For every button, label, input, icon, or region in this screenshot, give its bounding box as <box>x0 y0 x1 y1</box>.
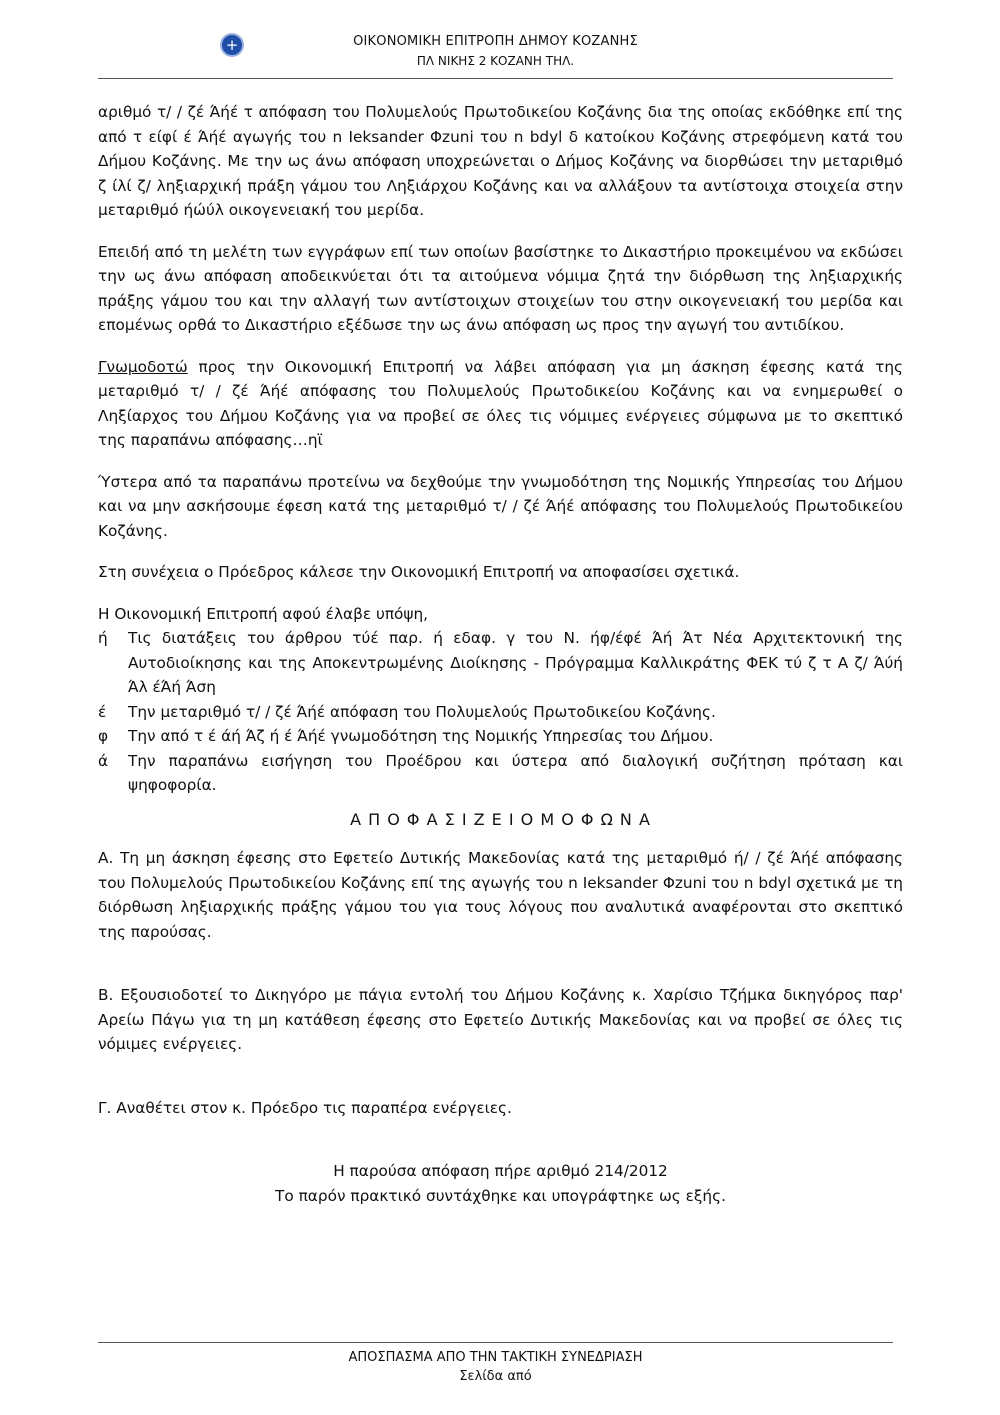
header-address: ΠΛ ΝΙΚΗΣ 2 ΚΟΖΑΝΗ ΤΗΛ. <box>416 54 575 68</box>
decision-item: Β. Εξουσιοδοτεί το Δικηγόρο με πάγια εντολή του Δήμου Κοζάνης κ. Χαρίσιο Τζήμκα δικηγόρος παρ' Αρείω Πάγω για τη μη κατάθεση έφεσης στο Εφετείο Δυτικής Μακεδονίας και να προβεί σε όλες τις νόμιμες ενέργειες. <box>98 986 903 1053</box>
list-marker: φ <box>98 727 109 745</box>
opinion-paragraph <box>98 355 903 453</box>
list-item-text: Την παραπάνω εισήγηση του Προέδρου και ύστερα από διαλογική συζήτηση πρόταση και ψηφοφορία. <box>128 751 903 794</box>
header-divider <box>98 78 893 79</box>
opinion-label: Γνωμοδοτώ <box>98 357 188 376</box>
closing-number: Η παρούσα απόφαση πήρε αριθμό 214/2012 <box>333 1162 668 1180</box>
list-item <box>98 700 903 725</box>
decision-title: Α Π Ο Φ Α Σ Ι Ζ Ε Ι Ο Μ Ο Φ Ω Ν Α <box>350 809 651 829</box>
paragraph: Επειδή από τη μελέτη των εγγράφων επί των οποίων βασίστηκε το Δικαστήριο προκειμένου να εκδώσει την ως άνω απόφαση αποδεικνύεται ότι τα αιτούμενα νόμιμα ζητά την διόρθωση της ληξιαρχικής πράξης γάμου του και την αλλαγή των αντίστοιχων στοιχείων του στην οικογενειακή του μερίδα και επομένως ορθά το Δικαστήριο εξέδωσε την ως άνω απόφαση ως προς την αγωγή του αντιδίκου. <box>98 242 903 334</box>
decision-item: Α. Τη μη άσκηση έφεσης στο Εφετείο Δυτικής Μακεδονίας κατά της μεταριθμό ή/ / ζέ Άήέ απόφασης του Πολυμελούς Πρωτοδικείου Κοζάνης επί της αγωγής του n Ieksander Φzuni του n bdyl σχετικά με τη διόρθωση ληξιαρχικής πράξης γάμου του για τους λόγους που αναλυτικά αναφέρονται στο σκεπτικό της παρούσας. <box>98 849 903 941</box>
page-number: Σελίδα από <box>459 1369 532 1384</box>
list-marker: ή <box>98 629 108 647</box>
list-item <box>98 626 903 700</box>
paragraph: Ύστερα από τα παραπάνω προτείνω να δεχθούμε την γνωμοδότηση της Νομικής Υπηρεσίας του Δήμου και να μην ασκήσουμε έφεση κατά της μεταριθμό τ/ / ζέ Άήέ απόφασης του Πολυμελούς Πρωτοδικείου Κοζάνης. <box>98 472 903 540</box>
footer-title: ΑΠΟΣΠΑΣΜΑ ΑΠΟ ΤΗΝ ΤΑΚΤΙΚΗ ΣΥΝΕΔΡΙΑΣΗ <box>348 1350 643 1365</box>
list-item-text: Τις διατάξεις του άρθρου τύέ παρ. ή εδαφ. γ του Ν. ήφ/έφέ Άή Άτ Νέα Αρχιτεκτονική της Αυτοδιοίκησης και της Αποκεντρωμένης Διοίκησης - Πρόγραμμα Καλλικράτης ΦΕΚ τύ ζ τ Α ζ/ Άύή Άλ έΆή Άση <box>128 629 903 696</box>
footer-divider <box>98 1342 893 1343</box>
list-item <box>98 724 903 749</box>
list-item-text: Την από τ έ άή Άζ ή έ Άήέ γνωμοδότηση της Νομικής Υπηρεσίας του Δήμου. <box>128 727 714 745</box>
paragraph: Η Οικονομική Επιτροπή αφού έλαβε υπόψη, <box>98 604 429 623</box>
paragraph: Στη συνέχεια ο Πρόεδρος κάλεσε την Οικονομική Επιτροπή να αποφασίσει σχετικά. <box>98 563 740 581</box>
closing-statement: Το παρόν πρακτικό συντάχθηκε και υπογράφτηκε ως εξής. <box>275 1186 726 1205</box>
list-item <box>98 749 903 798</box>
spacer <box>98 961 903 983</box>
opinion-text: προς την Οικονομική Επιτροπή να λάβει απόφαση για μη άσκηση έφεσης κατά της μεταριθμό τ/ / ζέ Άήέ απόφασης του Πολυμελούς Πρωτοδικείου Κοζάνης και να ενημερωθεί ο Ληξίαρχος του Δήμου Κοζάνης για να προβεί σε όλες τις νόμιμες ενέργειες σύμφωνα με το σκεπτικό της παραπάνω απόφασης…ηϊ <box>98 357 903 449</box>
list-item-text: Την μεταριθμό τ/ / ζέ Άήέ απόφαση του Πολυμελούς Πρωτοδικείου Κοζάνης. <box>128 702 716 721</box>
page-header <box>98 30 893 78</box>
list-marker: ά <box>98 751 109 770</box>
paragraph: αριθμό τ/ / ζέ Άήέ τ απόφαση του Πολυμελούς Πρωτοδικείου Κοζάνης δια της οποίας εκδόθηκε επί της από τ είφί έ Άήέ αγωγής του n Ieksander Φzuni του n bdyl δ κατοίκου Κοζάνης στρεφόμενη κατά του Δήμου Κοζάνης. Με την ως άνω απόφαση υποχρεώνεται ο Δήμος Κοζάνης να διορθώσει την μεταριθμό ζ ίλί ζ/ ληξιαρχική πράξη γάμου του Ληξιάρχου Κοζάνης και να αλλάξουν τα αντίστοιχα στοιχεία στην μεταριθμό ήώύλ οικογενειακή του μερίδα. <box>98 103 903 219</box>
decision-item: Γ. Αναθέτει στον κ. Πρόεδρο τις παραπέρα ενέργειες. <box>98 1098 512 1117</box>
spacer <box>98 1137 903 1159</box>
considerations-list <box>98 626 903 798</box>
spacer <box>98 1074 903 1096</box>
document-body <box>98 100 903 1208</box>
header-title: ΟΙΚΟΝΟΜΙΚΗ ΕΠΙΤΡΟΠΗ ΔΗΜΟΥ ΚΟΖΑΝΗΣ <box>353 34 638 49</box>
page-footer <box>98 1348 893 1386</box>
list-marker: έ <box>98 702 107 721</box>
